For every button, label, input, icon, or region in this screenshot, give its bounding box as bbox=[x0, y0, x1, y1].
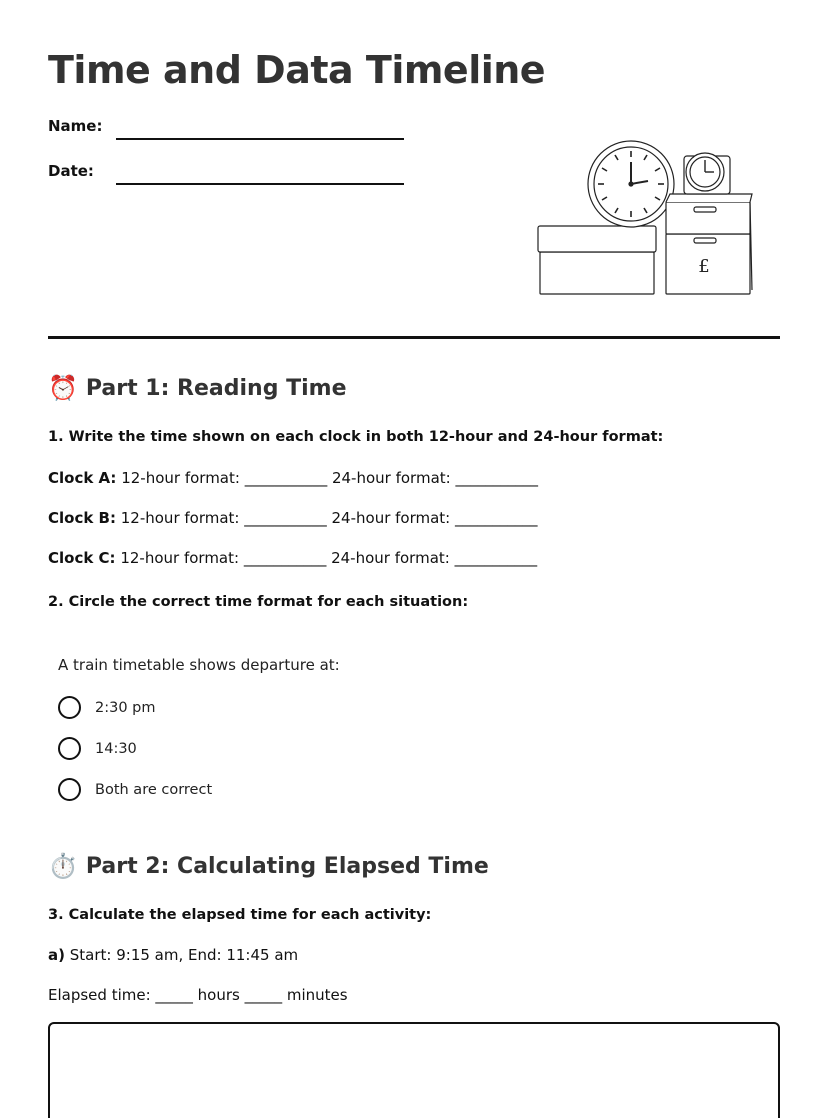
clock-a-blanks[interactable]: 12-hour format: ___________ 24-hour format: ___________ bbox=[116, 469, 538, 487]
option-3[interactable] bbox=[58, 778, 212, 801]
stopwatch-icon: ⏱️ bbox=[48, 852, 78, 880]
clock-c-line bbox=[48, 549, 537, 567]
part2-title: Part 2: Calculating Elapsed Time bbox=[85, 853, 489, 879]
clock-c-blanks[interactable]: 12-hour format: ___________ 24-hour format: ___________ bbox=[115, 549, 538, 567]
part1-heading bbox=[48, 374, 347, 402]
question-3: 3. Calculate the elapsed time for each activity: bbox=[48, 907, 432, 923]
clock-b-blanks[interactable]: 12-hour format: ___________ 24-hour format: ___________ bbox=[115, 509, 538, 527]
date-label: Date: bbox=[48, 162, 94, 180]
clock-a-line bbox=[48, 469, 538, 487]
clock-b-label: Clock B: bbox=[48, 509, 116, 527]
clocks-and-boxes-illustration bbox=[534, 138, 758, 300]
name-field[interactable] bbox=[116, 138, 404, 140]
currency-symbol: £ bbox=[698, 256, 710, 277]
alarm-clock-icon: ⏰ bbox=[48, 374, 78, 402]
date-field[interactable] bbox=[116, 183, 404, 185]
elapsed-time-line[interactable]: Elapsed time: _____ hours _____ minutes bbox=[48, 986, 348, 1004]
option-1[interactable] bbox=[58, 696, 156, 719]
clock-a-label: Clock A: bbox=[48, 469, 117, 487]
option-1-label: 2:30 pm bbox=[95, 699, 156, 716]
answer-box[interactable] bbox=[48, 1022, 780, 1118]
option-2-label: 14:30 bbox=[95, 740, 137, 757]
name-label: Name: bbox=[48, 117, 103, 135]
activity-a-label: a) bbox=[48, 946, 65, 964]
clock-c-label: Clock C: bbox=[48, 549, 116, 567]
question-1: 1. Write the time shown on each clock in both 12-hour and 24-hour format: bbox=[48, 429, 664, 445]
radio-circle[interactable] bbox=[58, 737, 81, 760]
section-divider bbox=[48, 336, 780, 339]
activity-a bbox=[48, 946, 298, 964]
part2-heading bbox=[48, 852, 489, 880]
option-2[interactable] bbox=[58, 737, 137, 760]
part1-title: Part 1: Reading Time bbox=[85, 375, 347, 401]
train-prompt: A train timetable shows departure at: bbox=[58, 656, 340, 674]
radio-circle[interactable] bbox=[58, 778, 81, 801]
radio-circle[interactable] bbox=[58, 696, 81, 719]
page-title: Time and Data Timeline bbox=[48, 48, 546, 92]
question-2: 2. Circle the correct time format for each situation: bbox=[48, 594, 469, 610]
activity-a-text: Start: 9:15 am, End: 11:45 am bbox=[64, 946, 299, 964]
option-3-label: Both are correct bbox=[95, 781, 213, 798]
clock-b-line bbox=[48, 509, 538, 527]
